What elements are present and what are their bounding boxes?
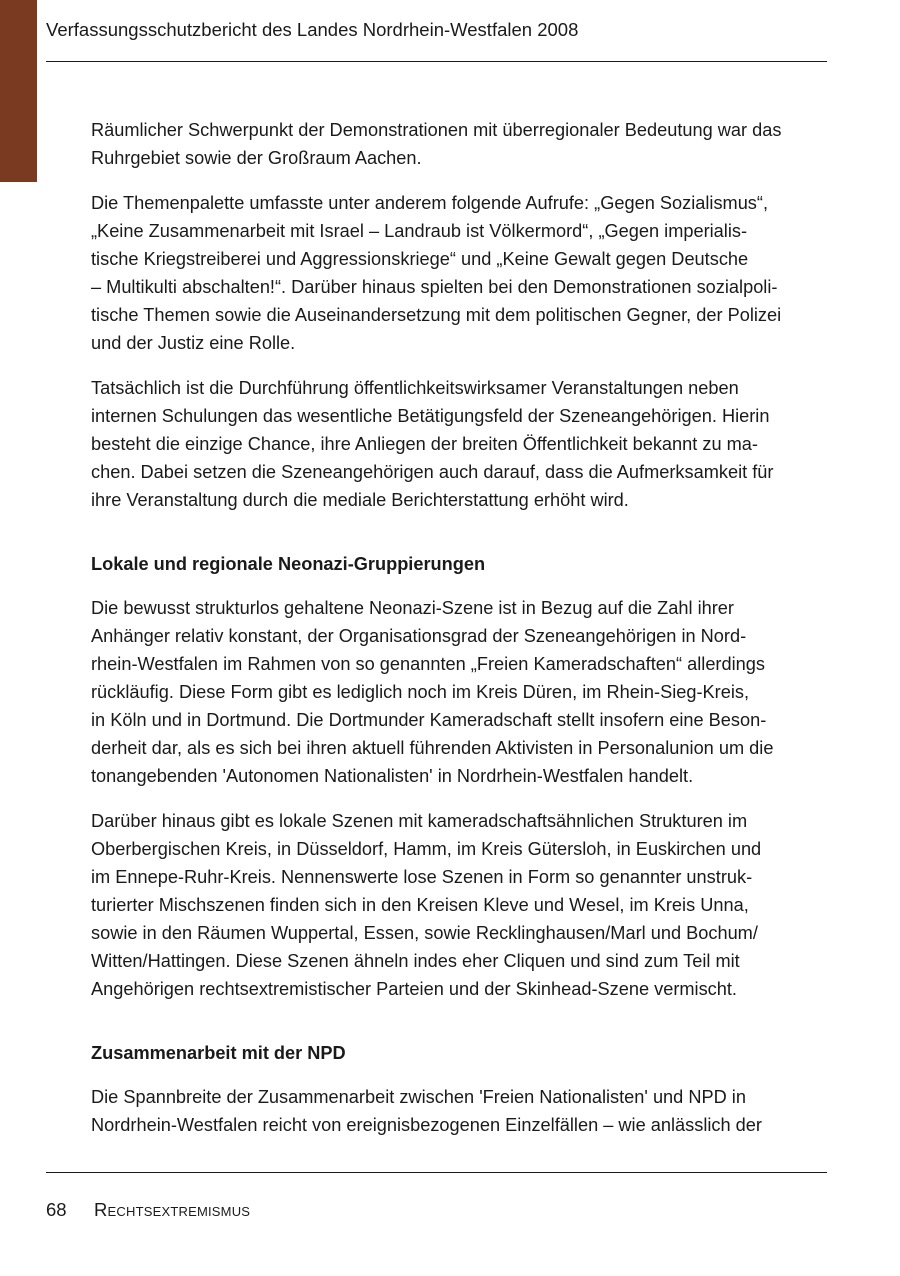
- text-line: Ruhrgebiet sowie der Großraum Aachen.: [91, 148, 422, 168]
- text-line: rhein-Westfalen im Rahmen von so genannten „Freien Kameradschaften“ allerdings: [91, 654, 765, 674]
- text-line: Oberbergischen Kreis, in Düsseldorf, Hamm, im Kreis Gütersloh, in Euskirchen und: [91, 839, 762, 859]
- text-line: – Multikulti abschalten!“. Darüber hinaus spielten bei den Demonstrationen sozialpoli-: [91, 277, 778, 297]
- text-line: besteht die einzige Chance, ihre Anliegen der breiten Öffentlichkeit bekannt zu ma-: [91, 434, 758, 454]
- text-line: Angehörigen rechtsextremistischer Parteien und der Skinhead-Szene vermischt.: [91, 979, 737, 999]
- text-line: rückläufig. Diese Form gibt es lediglich noch im Kreis Düren, im Rhein-Sieg-Kreis,: [91, 682, 750, 702]
- paragraph-1: [91, 116, 831, 172]
- text-line: Die Spannbreite der Zusammenarbeit zwischen 'Freien Nationalisten' und NPD in: [91, 1087, 746, 1107]
- text-line: sowie in den Räumen Wuppertal, Essen, sowie Recklinghausen/Marl und Bochum/: [91, 923, 758, 943]
- footer-section-name: Rechtsextremismus: [94, 1199, 251, 1220]
- text-line: Räumlicher Schwerpunkt der Demonstrationen mit überregionaler Bedeutung war das: [91, 120, 782, 140]
- text-line: Die bewusst strukturlos gehaltene Neonazi-Szene ist in Bezug auf die Zahl ihrer: [91, 598, 734, 618]
- spacer: [91, 1067, 831, 1083]
- page-number: 68: [46, 1199, 67, 1220]
- text-line: „Keine Zusammenarbeit mit Israel – Landraub ist Völkermord“, „Gegen imperialis-: [91, 221, 748, 241]
- spacer: [91, 578, 831, 594]
- text-line: Nordrhein-Westfalen reicht von ereignisbezogenen Einzelfällen – wie anlässlich der: [91, 1115, 762, 1135]
- text-line: Die Themenpalette umfasste unter anderem folgende Aufrufe: „Gegen Sozialismus“,: [91, 193, 769, 213]
- text-line: chen. Dabei setzen die Szeneangehörigen auch darauf, dass die Aufmerksamkeit für: [91, 462, 774, 482]
- text-line: internen Schulungen das wesentliche Betätigungsfeld der Szeneangehörigen. Hierin: [91, 406, 770, 426]
- paragraph-3: [91, 374, 831, 514]
- text-line: in Köln und in Dortmund. Die Dortmunder Kameradschaft stellt insofern eine Beson-: [91, 710, 767, 730]
- text-line: ihre Veranstaltung durch die mediale Berichterstattung erhöht wird.: [91, 490, 629, 510]
- page-body: [91, 116, 831, 1156]
- paragraph-4: [91, 594, 831, 790]
- text-line: tische Kriegstreiberei und Aggressionskriege“ und „Keine Gewalt gegen Deutsche: [91, 249, 749, 269]
- footer-divider: [46, 1172, 827, 1173]
- running-header: Verfassungsschutzbericht des Landes Nordrhein-Westfalen 2008: [46, 19, 579, 40]
- paragraph-5: [91, 807, 831, 1003]
- section-heading-neonazi-groups: Lokale und regionale Neonazi-Gruppierungen: [91, 554, 486, 574]
- text-line: turierter Mischszenen finden sich in den Kreisen Kleve und Wesel, im Kreis Unna,: [91, 895, 749, 915]
- spacer: [91, 531, 831, 550]
- chapter-accent-bar: [0, 0, 37, 182]
- text-line: Anhänger relativ konstant, der Organisationsgrad der Szeneangehörigen in Nord-: [91, 626, 747, 646]
- text-line: tische Themen sowie die Auseinandersetzung mit dem politischen Gegner, der Polizei: [91, 305, 782, 325]
- paragraph-6: [91, 1083, 831, 1139]
- text-line: im Ennepe-Ruhr-Kreis. Nennenswerte lose Szenen in Form so genannter unstruk-: [91, 867, 753, 887]
- text-line: und der Justiz eine Rolle.: [91, 333, 296, 353]
- spacer: [91, 1020, 831, 1039]
- text-line: tonangebenden 'Autonomen Nationalisten' in Nordrhein-Westfalen handelt.: [91, 766, 694, 786]
- section-heading-npd-cooperation: Zusammenarbeit mit der NPD: [91, 1043, 346, 1063]
- header-divider: [46, 61, 827, 62]
- paragraph-2: [91, 189, 831, 357]
- text-line: derheit dar, als es sich bei ihren aktuell führenden Aktivisten in Personalunion um die: [91, 738, 774, 758]
- text-line: Darüber hinaus gibt es lokale Szenen mit kameradschaftsähnlichen Strukturen im: [91, 811, 748, 831]
- text-line: Witten/Hattingen. Diese Szenen ähneln indes eher Cliquen und sind zum Teil mit: [91, 951, 740, 971]
- text-line: Tatsächlich ist die Durchführung öffentlichkeitswirksamer Veranstaltungen neben: [91, 378, 739, 398]
